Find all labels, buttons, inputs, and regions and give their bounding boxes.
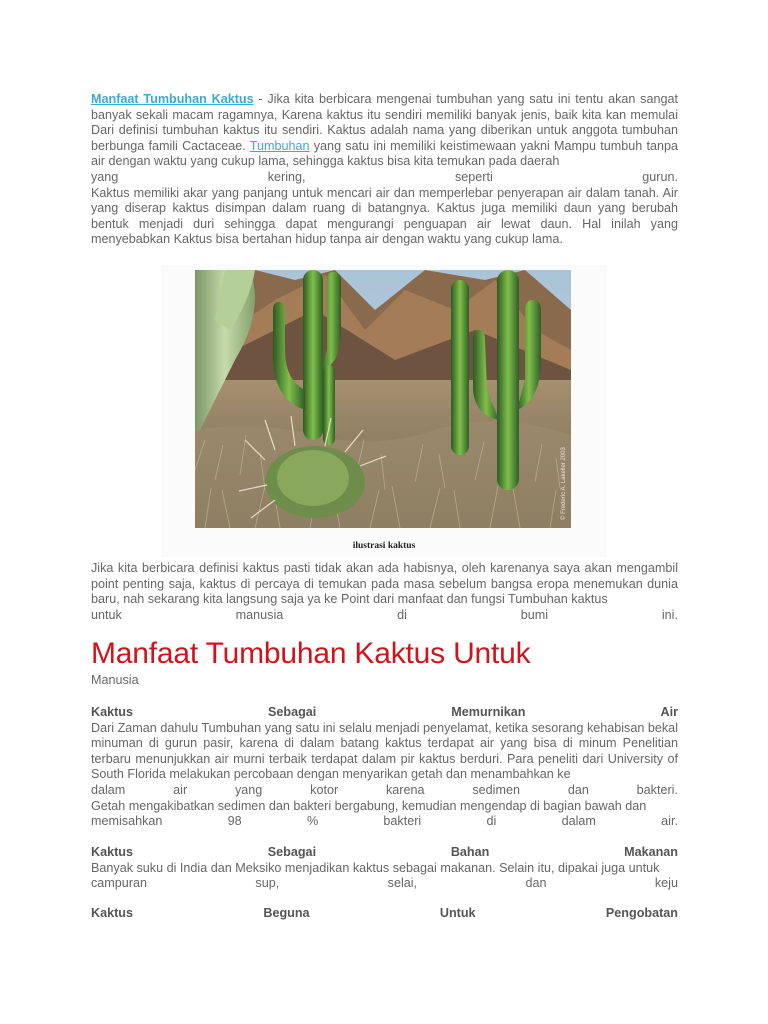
watermark: © Frederic A. Lakeller 2003: [561, 447, 567, 520]
word: kering,: [267, 169, 306, 184]
word: bakteri.: [636, 782, 678, 797]
water-paragraph: Dari Zaman dahulu Tumbuhan yang satu ini selalu menjadi penyelamat, ketika sesorang kehabisan bekal minuman di gurun pasir, karena di dalam batang kaktus terdapat air yang bisa di minum Penelitian terbaru menunjukkan air murni terbaik terdapat dalam pir kaktus berduri. Para peneliti dari University of South Florida melakukan percobaan dengan menyarikan getah dan menambahkan ke: [91, 720, 678, 782]
intro-paragraph: [91, 92, 678, 170]
medicine-title: [91, 906, 678, 922]
medicine-section: [91, 906, 678, 922]
word: air.: [661, 814, 678, 829]
section-heading: Manfaat Tumbuhan Kaktus Untuk: [91, 637, 531, 670]
word: di: [397, 607, 407, 622]
word: di: [486, 814, 497, 829]
food-spread-line: [91, 876, 678, 892]
word: %: [306, 814, 319, 829]
water-spread-line-1: [91, 783, 678, 799]
word: Kaktus: [91, 845, 133, 859]
word: dalam: [561, 814, 596, 829]
word: sup,: [255, 876, 280, 891]
word: dan: [567, 782, 589, 797]
word: gurun.: [642, 169, 678, 184]
word: Sebagai: [267, 845, 317, 859]
word: Sebagai: [268, 705, 317, 719]
word: dan: [525, 876, 547, 891]
word: sedimen: [472, 782, 520, 797]
intro-spread-line: [91, 170, 678, 186]
section-subheading: Manusia: [91, 673, 139, 687]
word: kotor: [310, 782, 339, 797]
water-section: [91, 705, 678, 830]
word: Kaktus: [91, 705, 133, 719]
cactus-illustration-image: [195, 270, 571, 528]
word: untuk: [91, 607, 122, 622]
intro-section: [91, 92, 678, 248]
definition-paragraph: Jika kita berbicara definisi kaktus pasti tidak akan ada habisnya, oleh karenanya saya akan mengambil point penting saja, kaktus di percaya di temukan pada masa sebelum bangsa eropa menemukan dunia baru, nah sekarang kita langsung saja ya ke Point dari manfaat dan fungsi Tumbuhan kaktus: [91, 561, 678, 607]
title-link[interactable]: Manfaat Tumbuhan Kaktus: [91, 92, 254, 106]
word: bakteri: [383, 814, 422, 829]
word: air: [173, 782, 188, 797]
word: keju: [654, 876, 678, 891]
water-spread-line-2: [91, 814, 678, 830]
food-paragraph: Banyak suku di India dan Meksiko menjadikan kaktus sebagai makanan. Selain itu, dipakai juga untuk: [91, 860, 660, 875]
word: campuran: [91, 876, 148, 891]
food-section: [91, 845, 678, 892]
word: yang: [235, 782, 263, 797]
word: Air: [660, 705, 678, 719]
word: Pengobatan: [605, 906, 678, 920]
word: Beguna: [263, 906, 310, 920]
word: Kaktus: [91, 906, 133, 920]
word: manusia: [235, 607, 284, 622]
word: 98: [227, 814, 242, 829]
word: selai,: [387, 876, 418, 891]
word: Memurnikan: [451, 705, 526, 719]
word: memisahkan: [91, 814, 163, 829]
word: dalam: [91, 782, 126, 797]
word: yang: [91, 169, 119, 184]
intro-text-2: yang satu ini memiliki keistimewaan yakni Mampu tumbuh tanpa air dengan waktu yang cukup lama, sehingga kaktus bisa kita temukan pada daerah: [91, 138, 678, 169]
tumbuhan-link[interactable]: Tumbuhan: [249, 138, 310, 153]
cactus-figure: [161, 265, 607, 557]
word: bumi: [520, 607, 549, 622]
definition-spread-line: [91, 608, 678, 624]
water-title: [91, 705, 678, 721]
definition-section: [91, 561, 678, 623]
water-paragraph-2: Getah mengakibatkan sedimen dan bakteri bergabung, kemudian mengendap di bagian bawah dan: [91, 798, 647, 813]
intro-paragraph-2: Kaktus memiliki akar yang panjang untuk mencari air dan memperlebar penyerapan air dalam tanah. Air yang diserap kaktus disimpan dalam ruang di batangnya. Kaktus juga memiliki daun yang berubah bentuk menjadi duri sehingga dapat mengurangi penguapan air lewat daun. Hal inilah yang menyebabkan Kaktus bisa bertahan hidup tanpa air dengan waktu yang cukup lama.: [91, 185, 678, 247]
word: ini.: [661, 607, 678, 622]
word: seperti: [455, 169, 493, 184]
food-title: [91, 845, 678, 861]
word: karena: [386, 782, 425, 797]
figure-caption: ilustrasi kaktus: [352, 541, 416, 551]
word: Bahan: [450, 845, 490, 859]
word: Untuk: [439, 906, 476, 920]
intro-text: - Jika kita berbicara mengenai tumbuhan yang satu ini tentu akan sangat banyak sekali macam ragamnya, Karena kaktus itu sendiri memiliki banyak jenis, baik kita kan memulai Dari definisi tumbuhan kaktus itu sendiri. Kaktus adalah nama yang diberikan untuk anggota tumbuhan berbunga famili Cactaceae.: [91, 92, 678, 153]
word: Makanan: [624, 845, 678, 859]
